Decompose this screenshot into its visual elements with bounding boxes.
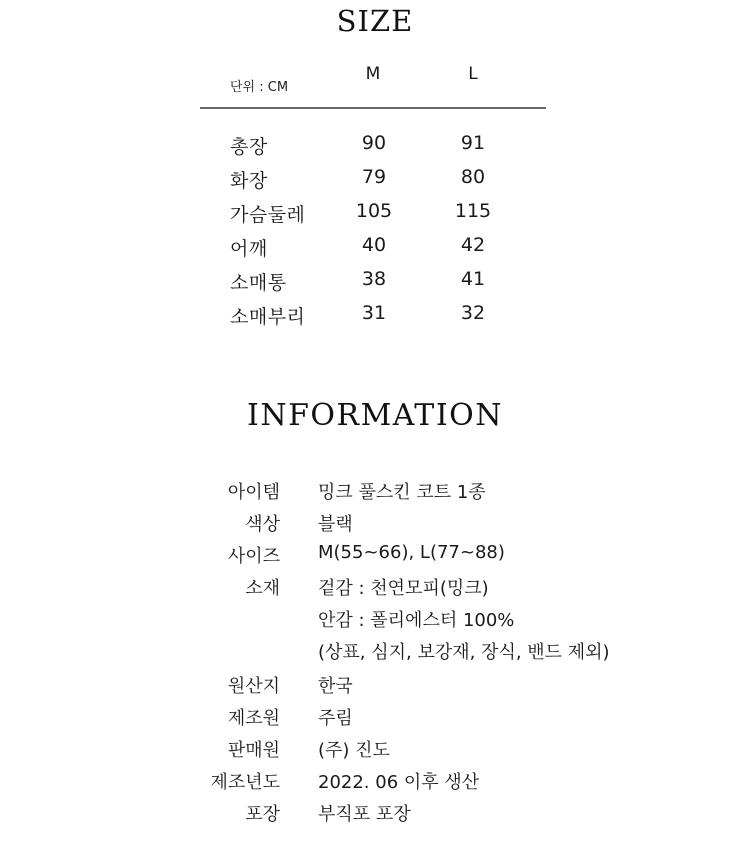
size-value-m: 105 (355, 200, 393, 222)
info-value: (상표, 심지, 보강재, 장식, 밴드 제외) (318, 642, 610, 663)
info-row-origin (0, 672, 750, 702)
header-divider (200, 107, 546, 109)
size-row-label: 화장 (230, 170, 268, 192)
size-value-l: 32 (460, 302, 486, 324)
size-row-total-length (0, 132, 750, 166)
size-value-l: 80 (460, 166, 486, 188)
info-value: M(55~66), L(77~88) (318, 542, 505, 563)
info-label: 사이즈 (227, 546, 280, 567)
info-value: 안감 : 폴리에스터 100% (318, 610, 515, 631)
size-value-l: 42 (460, 234, 486, 256)
info-label: 원산지 (227, 676, 280, 697)
size-row-label: 가슴둘레 (230, 204, 306, 226)
info-row-color (0, 510, 750, 540)
size-value-m: 31 (361, 302, 387, 324)
info-value: (주) 진도 (318, 740, 390, 761)
size-value-m: 90 (361, 132, 387, 154)
info-row-manufacture-date (0, 768, 750, 798)
info-row-item (0, 478, 750, 508)
size-value-l: 41 (460, 268, 486, 290)
info-row-material-note (0, 638, 750, 668)
size-row-sleeve-length (0, 166, 750, 200)
info-row-packaging (0, 800, 750, 830)
size-row-sleeve-width (0, 268, 750, 302)
info-label: 소재 (245, 578, 280, 599)
info-row-seller (0, 736, 750, 766)
info-row-lining (0, 606, 750, 636)
info-label: 제조년도 (210, 772, 280, 793)
size-value-m: 38 (361, 268, 387, 290)
info-label: 판매원 (227, 740, 280, 761)
info-label: 제조원 (227, 708, 280, 729)
unit-label: 단위 : CM (230, 80, 289, 95)
information-title: INFORMATION (246, 398, 504, 433)
info-value: 겉감 : 천연모피(밍크) (318, 578, 489, 599)
info-value: 밍크 풀스킨 코트 1종 (318, 482, 486, 503)
info-value: 한국 (318, 676, 353, 697)
info-row-size (0, 542, 750, 572)
size-title: SIZE (336, 4, 414, 38)
info-row-material (0, 574, 750, 604)
size-row-label: 소매통 (230, 272, 287, 294)
column-header-l: L (468, 64, 478, 84)
info-label: 색상 (245, 514, 280, 535)
info-label: 포장 (245, 804, 280, 825)
info-value: 부직포 포장 (318, 804, 411, 825)
info-value: 2022. 06 이후 생산 (318, 772, 480, 793)
size-row-label: 총장 (230, 136, 268, 158)
size-value-m: 79 (361, 166, 387, 188)
info-label: 아이템 (227, 482, 280, 503)
size-row-label: 소매부리 (230, 306, 306, 328)
info-row-manufacturer (0, 704, 750, 734)
size-value-m: 40 (361, 234, 387, 256)
size-row-shoulder (0, 234, 750, 268)
size-value-l: 115 (454, 200, 492, 222)
size-row-chest (0, 200, 750, 234)
info-value: 블랙 (318, 514, 353, 535)
info-value: 주림 (318, 708, 353, 729)
size-value-l: 91 (460, 132, 486, 154)
size-row-cuff (0, 302, 750, 336)
column-header-m: M (365, 64, 381, 84)
size-row-label: 어깨 (230, 238, 268, 260)
